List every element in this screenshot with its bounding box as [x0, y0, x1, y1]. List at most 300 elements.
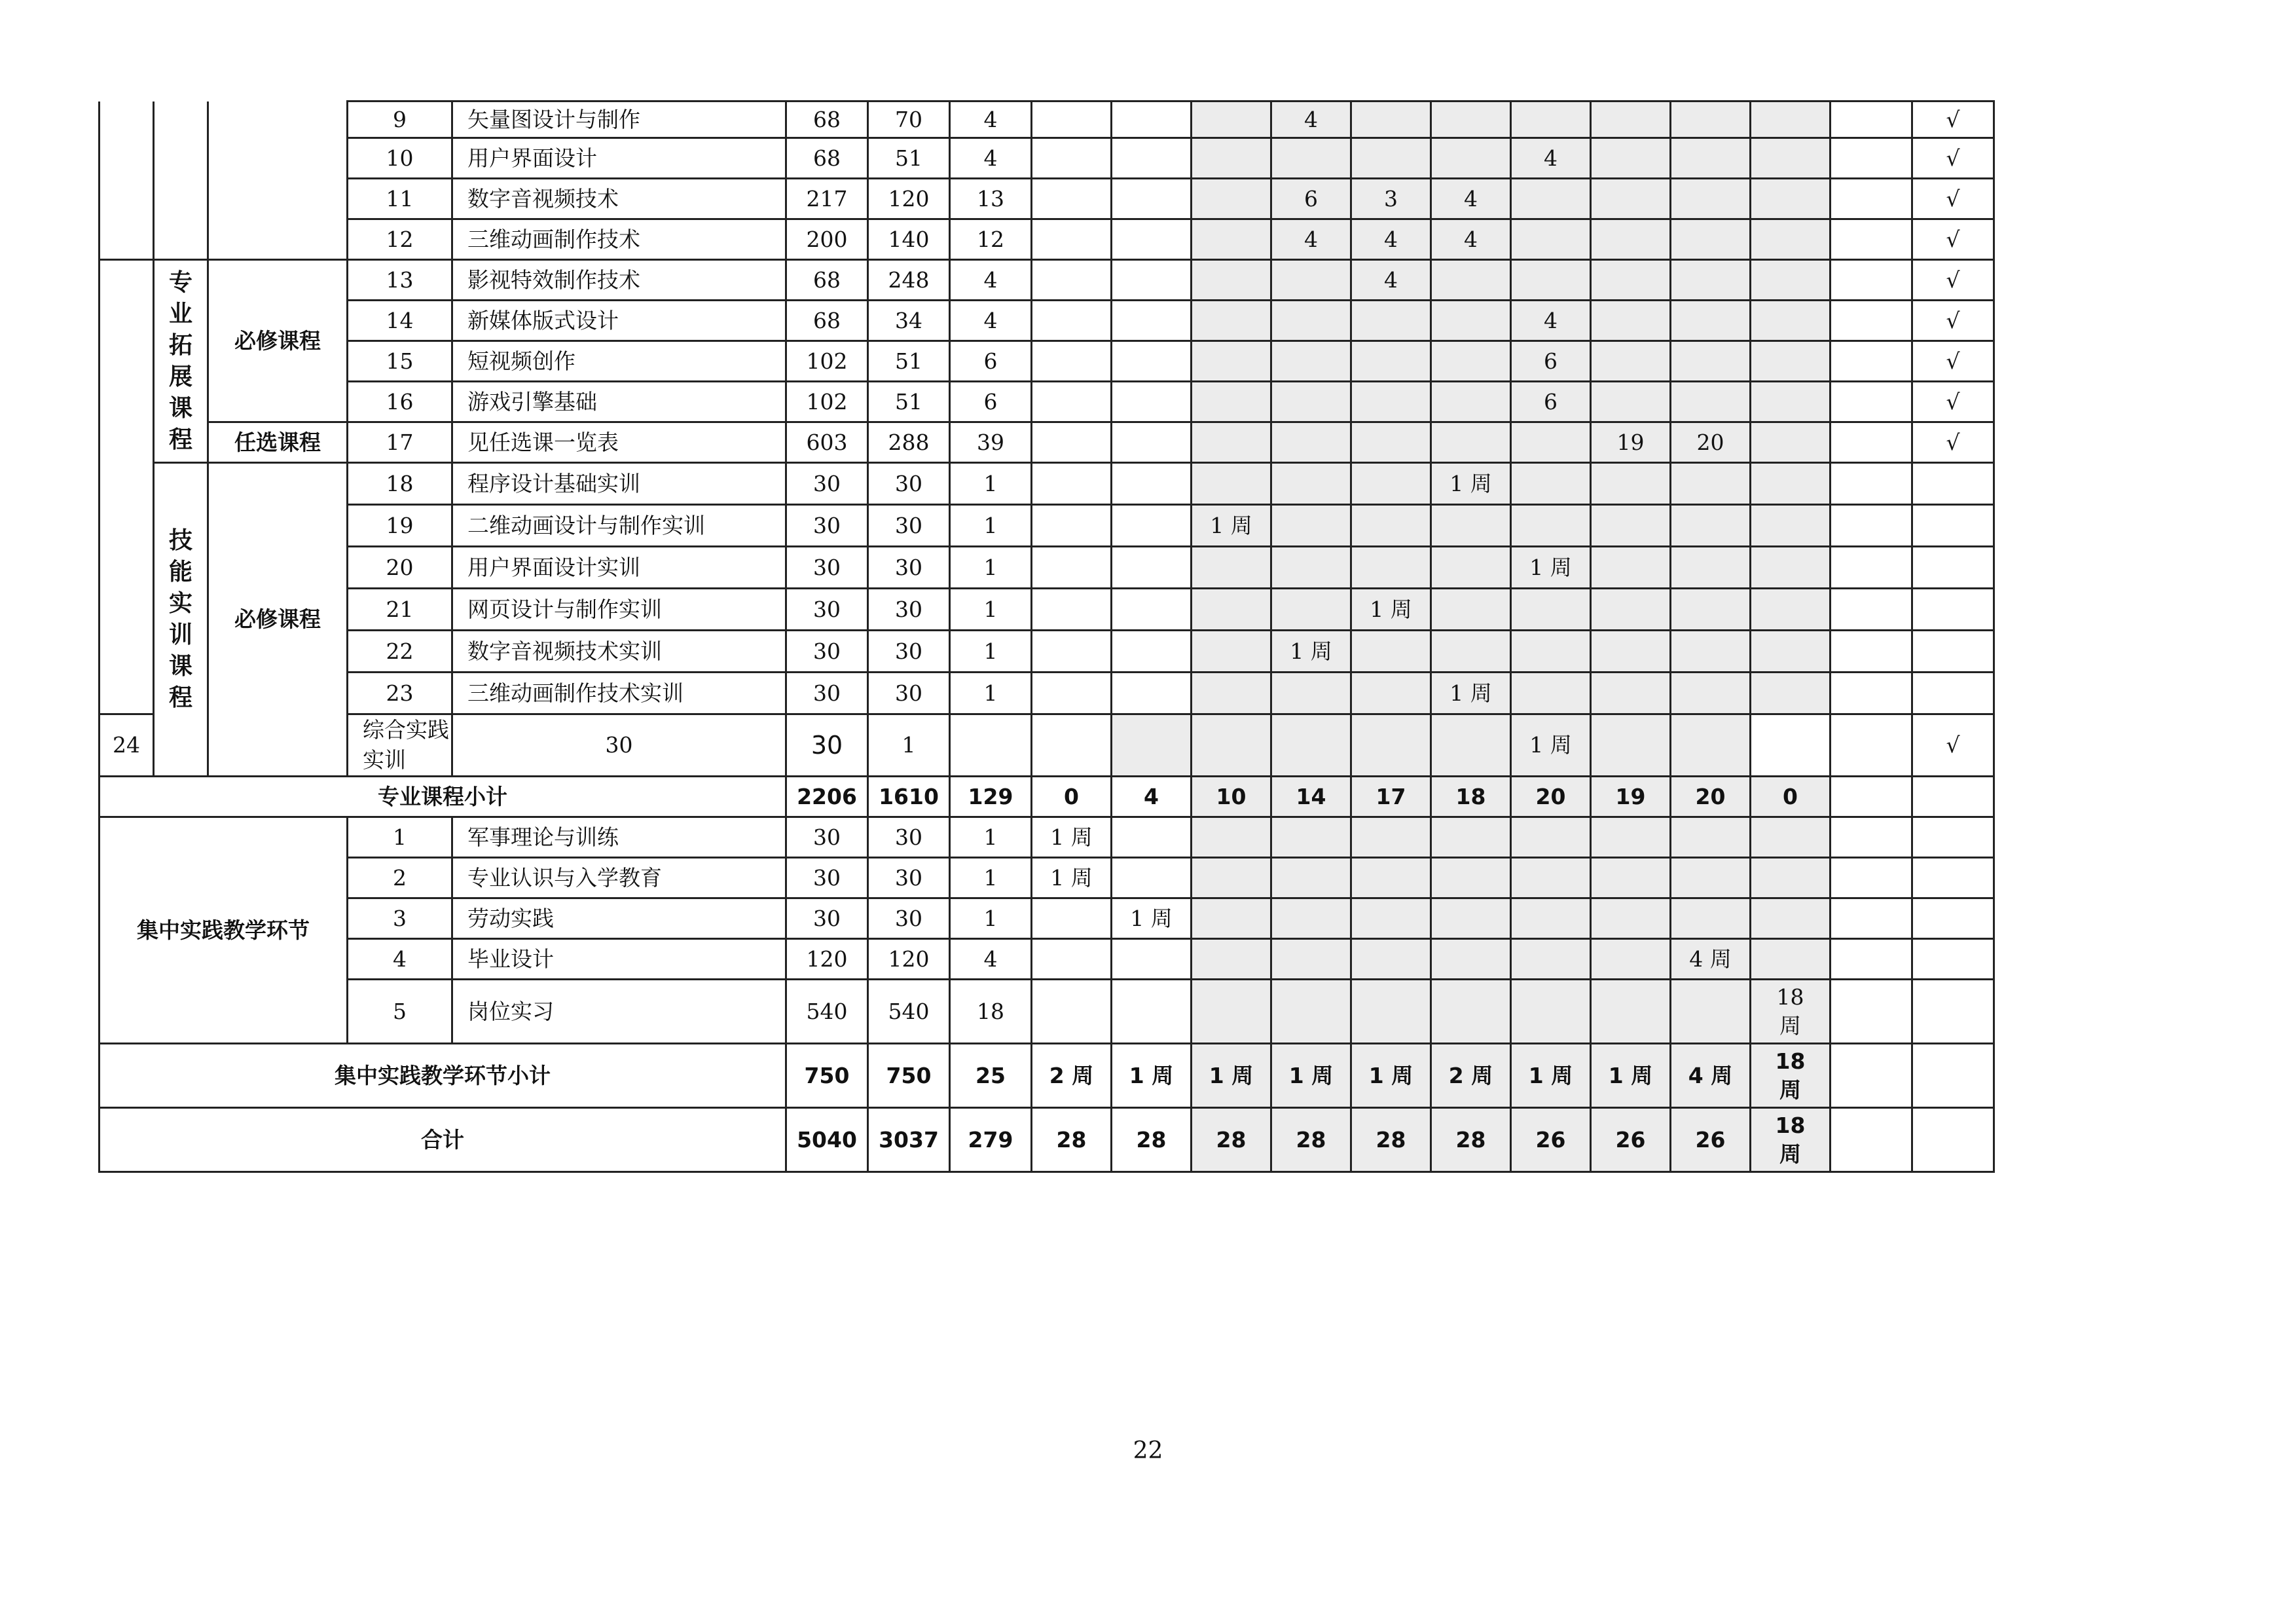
course-number: 10	[348, 138, 452, 179]
semester-cell	[1831, 980, 1912, 1044]
total-hours: 30	[786, 463, 868, 505]
course-number: 16	[348, 382, 452, 422]
semester-cell	[1751, 817, 1831, 858]
semester-cell	[1032, 980, 1112, 1044]
semester-cell	[1192, 631, 1271, 673]
semester-cell	[1351, 547, 1431, 589]
semester-cell	[1671, 817, 1751, 858]
semester-cell	[1831, 463, 1912, 505]
credits: 4	[950, 301, 1032, 341]
vertical-label: 技能实训课程	[168, 527, 192, 711]
exam-mark	[1912, 673, 1994, 714]
practice-hours: 34	[868, 301, 950, 341]
practice-hours: 51	[868, 138, 950, 179]
semester-cell	[1511, 858, 1591, 898]
semester-cell	[1831, 505, 1912, 547]
semester-cell	[1271, 589, 1351, 631]
semester-cell	[1192, 673, 1271, 714]
semester-cell: 1 周	[1032, 817, 1112, 858]
semester-cell	[1192, 547, 1271, 589]
semester-cell	[1831, 260, 1912, 301]
total-hours: 30	[786, 898, 868, 939]
course-name: 短视频创作	[452, 341, 786, 382]
semester-cell	[1032, 382, 1112, 422]
semester-cell	[1511, 589, 1591, 631]
semester-cell	[1032, 939, 1112, 980]
semester-cell	[1511, 631, 1591, 673]
table-row	[100, 301, 1994, 341]
semester-cell	[1751, 179, 1831, 219]
skill-required-label: 必修课程	[208, 463, 348, 777]
semester-cell	[1591, 631, 1671, 673]
practice-hours: 248	[868, 260, 950, 301]
course-name: 影视特效制作技术	[452, 260, 786, 301]
practice-hours: 51	[868, 382, 950, 422]
exam-mark: √	[1912, 260, 1994, 301]
exam-mark	[1831, 1044, 1912, 1108]
exam-mark: √	[1912, 382, 1994, 422]
semester-cell	[1431, 714, 1511, 777]
semester-cell	[1431, 631, 1511, 673]
semester-cell	[1511, 463, 1591, 505]
semester-cell	[1671, 382, 1751, 422]
table-row	[100, 631, 1994, 673]
semester-cell	[1591, 589, 1671, 631]
credits: 25	[950, 1044, 1032, 1108]
semester-cell: 4	[1271, 101, 1351, 138]
semester-cell: 28	[1431, 1108, 1511, 1172]
semester-cell	[1591, 463, 1671, 505]
practice-hours: 30	[868, 673, 950, 714]
practice-hours: 30	[868, 463, 950, 505]
course-name: 岗位实习	[452, 980, 786, 1044]
semester-cell	[1192, 714, 1271, 777]
semester-cell	[1431, 382, 1511, 422]
credits: 1	[950, 463, 1032, 505]
practice-hours: 540	[868, 980, 950, 1044]
course-name: 用户界面设计	[452, 138, 786, 179]
semester-cell	[1351, 898, 1431, 939]
semester-cell	[1032, 547, 1112, 589]
semester-cell	[1271, 341, 1351, 382]
table-row	[100, 138, 1994, 179]
course-number: 2	[348, 858, 452, 898]
semester-cell: 4	[1112, 777, 1192, 817]
exam-mark: √	[1912, 138, 1994, 179]
semester-cell	[1591, 219, 1671, 260]
semester-cell: 1 周	[1271, 1044, 1351, 1108]
semester-cell	[1591, 980, 1671, 1044]
semester-cell	[1351, 422, 1431, 463]
semester-cell: 28	[1192, 1108, 1271, 1172]
semester-cell	[1271, 673, 1351, 714]
check-mark	[1912, 777, 1994, 817]
total-hours: 68	[786, 138, 868, 179]
course-number: 15	[348, 341, 452, 382]
semester-cell	[1431, 898, 1511, 939]
semester-cell: 6	[1271, 179, 1351, 219]
semester-cell: 4 周	[1671, 939, 1751, 980]
semester-cell	[1271, 858, 1351, 898]
credits: 4	[950, 260, 1032, 301]
exam-mark	[1831, 1108, 1912, 1172]
practice-hours: 288	[868, 422, 950, 463]
semester-cell: 4	[1511, 301, 1591, 341]
semester-cell	[1831, 631, 1912, 673]
total-hours: 217	[786, 179, 868, 219]
practice-hours: 750	[868, 1044, 950, 1108]
semester-cell	[1831, 138, 1912, 179]
semester-cell	[1751, 341, 1831, 382]
semester-cell	[1032, 301, 1112, 341]
practice-group-label: 集中实践教学环节	[100, 817, 348, 1044]
course-number: 5	[348, 980, 452, 1044]
semester-cell	[1351, 382, 1431, 422]
semester-cell	[1671, 505, 1751, 547]
table-row	[100, 505, 1994, 547]
semester-cell	[1751, 547, 1831, 589]
semester-cell	[1511, 179, 1591, 219]
course-name: 三维动画制作技术实训	[452, 673, 786, 714]
semester-cell	[1591, 505, 1671, 547]
semester-cell	[1271, 714, 1351, 777]
table-row	[100, 939, 1994, 980]
semester-cell	[1751, 631, 1831, 673]
semester-cell: 4	[1351, 260, 1431, 301]
semester-cell	[1192, 341, 1271, 382]
semester-cell: 28	[1112, 1108, 1192, 1172]
semester-cell	[1112, 547, 1192, 589]
semester-cell	[1671, 219, 1751, 260]
semester-cell: 19	[1591, 422, 1671, 463]
semester-cell	[1511, 817, 1591, 858]
course-name: 劳动实践	[452, 898, 786, 939]
course-name: 见任选课一览表	[452, 422, 786, 463]
semester-cell	[1192, 898, 1271, 939]
exam-mark	[1912, 980, 1994, 1044]
semester-cell	[1591, 179, 1671, 219]
semester-cell	[1112, 673, 1192, 714]
semester-cell	[1671, 980, 1751, 1044]
curriculum-table	[98, 100, 1995, 1173]
semester-cell	[1831, 898, 1912, 939]
semester-cell	[1032, 463, 1112, 505]
semester-cell	[1192, 179, 1271, 219]
credits: 4	[950, 101, 1032, 138]
total-hours: 68	[786, 301, 868, 341]
semester-cell: 4	[1271, 219, 1351, 260]
semester-cell	[1192, 101, 1271, 138]
credits: 12	[950, 219, 1032, 260]
semester-cell: 4	[1431, 179, 1511, 219]
semester-cell: 20	[1671, 422, 1751, 463]
semester-cell	[1671, 179, 1751, 219]
semester-cell	[1271, 463, 1351, 505]
course-name: 军事理论与训练	[452, 817, 786, 858]
semester-cell	[1591, 138, 1671, 179]
credits: 1	[868, 714, 950, 777]
exam-mark: √	[1912, 219, 1994, 260]
credits: 18	[950, 980, 1032, 1044]
total-hours: 30	[786, 858, 868, 898]
semester-cell	[950, 714, 1032, 777]
semester-cell	[1751, 898, 1831, 939]
semester-cell: 18	[1431, 777, 1511, 817]
course-name: 游戏引擎基础	[452, 382, 786, 422]
semester-cell	[1671, 631, 1751, 673]
semester-cell: 1 周	[1112, 898, 1192, 939]
practice-hours: 30	[786, 714, 868, 777]
semester-cell	[1431, 858, 1511, 898]
course-name: 程序设计基础实训	[452, 463, 786, 505]
semester-cell	[1271, 898, 1351, 939]
total-hours: 30	[786, 589, 868, 631]
semester-cell: 1 周	[1431, 463, 1511, 505]
semester-cell	[1112, 980, 1192, 1044]
semester-cell	[1511, 505, 1591, 547]
semester-cell	[1671, 301, 1751, 341]
semester-cell	[1831, 101, 1912, 138]
practice-subtotal-label: 集中实践教学环节小计	[100, 1044, 786, 1108]
semester-cell	[1271, 260, 1351, 301]
credits: 13	[950, 179, 1032, 219]
semester-cell	[1271, 939, 1351, 980]
semester-cell	[1112, 219, 1192, 260]
practice-hours: 30	[868, 589, 950, 631]
semester-cell	[1751, 858, 1831, 898]
table-row	[100, 714, 1994, 777]
table-row	[100, 547, 1994, 589]
semester-cell	[1032, 219, 1112, 260]
semester-cell	[1431, 589, 1511, 631]
semester-cell: 4 周	[1671, 1044, 1751, 1108]
semester-cell	[1751, 589, 1831, 631]
semester-cell	[1591, 858, 1671, 898]
semester-cell: 1 周	[1112, 1044, 1192, 1108]
semester-cell	[1431, 260, 1511, 301]
semester-cell	[1511, 980, 1591, 1044]
semester-cell	[1831, 673, 1912, 714]
skill-group-label	[154, 463, 208, 777]
semester-cell	[1351, 939, 1431, 980]
table-row	[100, 260, 1994, 301]
semester-cell	[1751, 301, 1831, 341]
semester-cell	[1271, 980, 1351, 1044]
check-mark: √	[1912, 714, 1994, 777]
course-number: 14	[348, 301, 452, 341]
semester-cell: 0	[1751, 777, 1831, 817]
semester-cell: 18 周	[1751, 1108, 1831, 1172]
semester-cell	[1671, 673, 1751, 714]
total-hours: 68	[786, 101, 868, 138]
practice-hours: 140	[868, 219, 950, 260]
practice-hours: 1610	[868, 777, 950, 817]
semester-cell	[1591, 547, 1671, 589]
semester-cell: 28	[1351, 1108, 1431, 1172]
semester-cell	[1591, 260, 1671, 301]
credits: 129	[950, 777, 1032, 817]
semester-cell: 6	[1511, 382, 1591, 422]
semester-cell: 4	[1351, 219, 1431, 260]
subcategory-cell-continued	[154, 101, 208, 260]
semester-cell	[1192, 858, 1271, 898]
semester-cell	[1431, 547, 1511, 589]
page-number: 22	[1133, 1437, 1163, 1464]
semester-cell	[1831, 589, 1912, 631]
category-cell-continued	[100, 101, 154, 260]
exam-mark	[1912, 547, 1994, 589]
course-number: 13	[348, 260, 452, 301]
semester-cell	[1271, 817, 1351, 858]
credits: 39	[950, 422, 1032, 463]
semester-cell	[1831, 939, 1912, 980]
semester-cell	[1112, 505, 1192, 547]
semester-cell	[1032, 505, 1112, 547]
semester-cell	[1831, 547, 1912, 589]
total-hours: 2206	[786, 777, 868, 817]
ext-required-label: 必修课程	[208, 260, 348, 422]
semester-cell	[1431, 505, 1511, 547]
semester-cell: 1 周	[1032, 858, 1112, 898]
credits: 4	[950, 939, 1032, 980]
semester-cell	[1671, 589, 1751, 631]
semester-cell: 28	[1032, 1108, 1112, 1172]
total-hours: 200	[786, 219, 868, 260]
semester-cell	[1271, 547, 1351, 589]
semester-cell: 1 周	[1511, 1044, 1591, 1108]
semester-cell	[1431, 422, 1511, 463]
semester-cell	[1671, 898, 1751, 939]
semester-cell: 1 周	[1511, 714, 1591, 777]
course-number: 22	[348, 631, 452, 673]
semester-cell	[1032, 138, 1112, 179]
credits: 1	[950, 547, 1032, 589]
exam-mark	[1912, 463, 1994, 505]
table-row	[100, 898, 1994, 939]
course-name: 数字音视频技术实训	[452, 631, 786, 673]
semester-cell	[1351, 463, 1431, 505]
semester-cell	[1751, 138, 1831, 179]
semester-cell	[1112, 301, 1192, 341]
exam-mark	[1912, 631, 1994, 673]
semester-cell	[1671, 138, 1751, 179]
total-hours: 30	[452, 714, 786, 777]
practice-hours: 120	[868, 179, 950, 219]
practice-hours: 30	[868, 547, 950, 589]
credits: 6	[950, 382, 1032, 422]
semester-cell	[1032, 714, 1112, 777]
ext-group-label	[154, 260, 208, 463]
semester-cell	[1511, 422, 1591, 463]
ext-elective-label: 任选课程	[208, 422, 348, 463]
check-mark: √	[1912, 422, 1994, 463]
semester-cell	[1511, 939, 1591, 980]
credits: 279	[950, 1108, 1032, 1172]
semester-cell	[1591, 341, 1671, 382]
course-name: 网页设计与制作实训	[452, 589, 786, 631]
semester-cell	[1511, 101, 1591, 138]
course-name: 综合实践实训	[348, 714, 452, 777]
semester-cell	[1032, 589, 1112, 631]
semester-cell	[1751, 422, 1831, 463]
semester-cell	[1112, 463, 1192, 505]
course-number: 12	[348, 219, 452, 260]
semester-cell: 1 周	[1431, 673, 1511, 714]
semester-cell: 19	[1591, 777, 1671, 817]
semester-cell	[1192, 589, 1271, 631]
course-number: 19	[348, 505, 452, 547]
semester-cell	[1831, 817, 1912, 858]
check-mark	[1912, 1108, 1994, 1172]
category-cell	[100, 260, 154, 714]
exam-mark	[1912, 817, 1994, 858]
semester-cell: 26	[1671, 1108, 1751, 1172]
semester-cell	[1431, 939, 1511, 980]
exam-mark: √	[1912, 101, 1994, 138]
total-hours: 120	[786, 939, 868, 980]
semester-cell	[1351, 341, 1431, 382]
semester-cell	[1112, 341, 1192, 382]
course-number: 20	[348, 547, 452, 589]
table-row	[100, 179, 1994, 219]
course-name: 三维动画制作技术	[452, 219, 786, 260]
semester-cell	[1112, 101, 1192, 138]
semester-cell	[1271, 301, 1351, 341]
semester-cell	[1192, 817, 1271, 858]
course-number: 24	[100, 714, 154, 777]
semester-cell	[1831, 858, 1912, 898]
semester-cell	[1671, 463, 1751, 505]
semester-cell: 1 周	[1591, 1044, 1671, 1108]
grand-total-label: 合计	[100, 1108, 786, 1172]
semester-cell	[1431, 817, 1511, 858]
semester-cell	[1591, 898, 1671, 939]
semester-cell: 1 周	[1511, 547, 1591, 589]
semester-cell	[1511, 219, 1591, 260]
table-row	[100, 1108, 1994, 1172]
semester-cell	[1591, 673, 1671, 714]
total-hours: 102	[786, 382, 868, 422]
semester-cell	[1671, 714, 1751, 777]
semester-cell	[1112, 382, 1192, 422]
course-number: 1	[348, 817, 452, 858]
semester-cell	[1351, 505, 1431, 547]
semester-cell	[1591, 939, 1671, 980]
table-row	[100, 422, 1994, 463]
total-hours: 30	[786, 547, 868, 589]
vertical-label: 专业拓展课程	[168, 268, 192, 453]
semester-cell	[1351, 858, 1431, 898]
semester-cell	[1831, 382, 1912, 422]
semester-cell: 20	[1511, 777, 1591, 817]
semester-cell	[1511, 673, 1591, 714]
semester-cell	[1032, 422, 1112, 463]
semester-cell	[1511, 260, 1591, 301]
course-name: 矢量图设计与制作	[452, 101, 786, 138]
table-row	[100, 980, 1994, 1044]
course-name: 专业认识与入学教育	[452, 858, 786, 898]
semester-cell: 18 周	[1751, 980, 1831, 1044]
semester-cell	[1032, 673, 1112, 714]
course-name: 用户界面设计实训	[452, 547, 786, 589]
semester-cell	[1671, 101, 1751, 138]
semester-cell: 10	[1192, 777, 1271, 817]
table-row	[100, 1044, 1994, 1108]
table-row	[100, 101, 1994, 138]
credits: 1	[950, 898, 1032, 939]
major-subtotal-label: 专业课程小计	[100, 777, 786, 817]
semester-cell	[1431, 301, 1511, 341]
